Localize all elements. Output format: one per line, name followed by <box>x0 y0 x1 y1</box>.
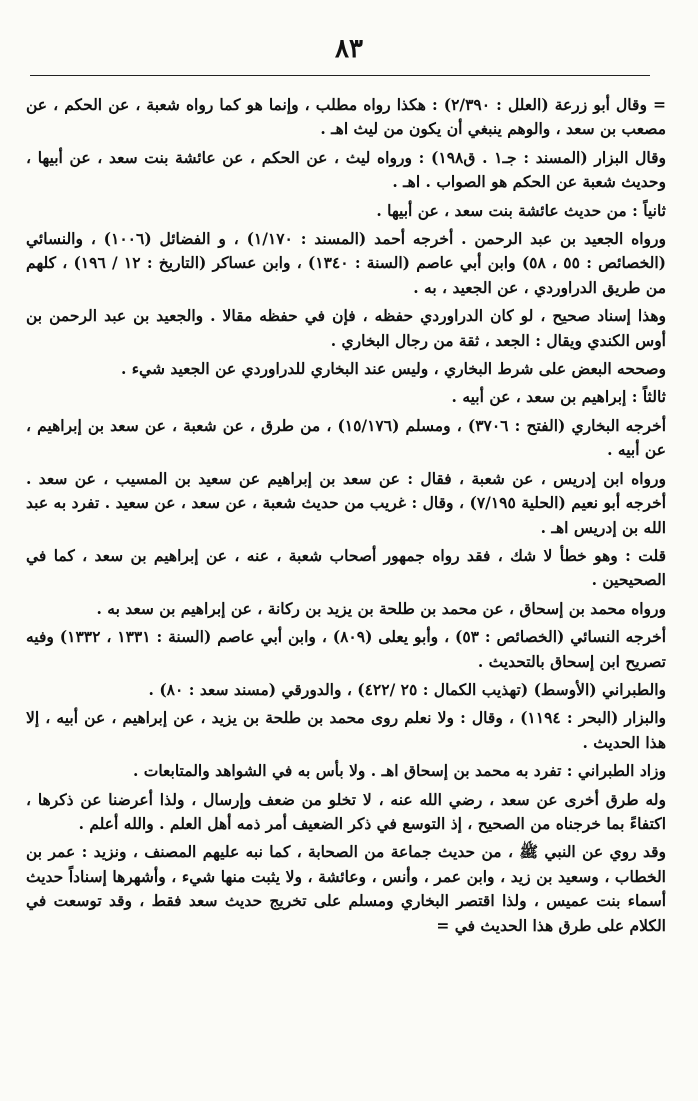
section-heading-second: ثانياً : من حديث عائشة بنت سعد ، عن أبيها . <box>376 200 666 220</box>
paragraph-juayd: ورواه الجعيد بن عبد الرحمن . أخرجه أحمد (المسند : ١/١٧٠) ، و الفضائل (١٠٠٦) ، والنسائي (الخصائص : ٥٥ ، ٥٨) وابن أبي عاصم (السنة : ١٣٤٠) ، وابن عساكر (التاريخ : ١٢ / ١٩٦) ، كلهم من طريق الدراوردي ، عن الجعيد ، به . <box>26 229 667 297</box>
paragraph-bukhari-condition: وصححه البعض على شرط البخاري ، وليس عند البخاري للدراوردي عن الجعيد شيء . <box>120 359 666 379</box>
header-rule <box>30 75 650 76</box>
paragraph-bukhari-muslim: أخرجه البخاري (الفتح : ٣٧٠٦) ، ومسلم (١٥/١٧٦) ، من طرق ، عن شعبة ، عن سعد بن إبراهيم ، عن أبيه . <box>26 415 666 460</box>
paragraph-tabarani: والطبراني (الأوسط) (تهذيب الكمال : ٢٥ /٤٢٢) ، والدورقي (مسند سعد : ٨٠) . <box>148 679 666 699</box>
section-heading-third: ثالثاً : إبراهيم بن سعد ، عن أبيه . <box>451 387 666 407</box>
page-body <box>26 93 666 942</box>
paragraph-abu-zura: = وقال أبو زرعة (العلل : ٢/٣٩٠) : هكذا رواه مطلب ، وإنما هو كما رواه شعبة ، عن الحكم ، عن مصعب بن سعد ، والوهم ينبغي أن يكون من ليث اهـ . <box>26 95 666 139</box>
paragraph-tabarani-addition: وزاد الطبراني : تفرد به محمد بن إسحاق اهـ . ولا بأس به في الشواهد والمتابعات . <box>132 761 666 781</box>
paragraph-ibn-ishaq: ورواه محمد بن إسحاق ، عن محمد بن طلحة بن يزيد بن ركانة ، عن إبراهيم بن سعد به . <box>96 598 666 618</box>
page-number: ٨٣ <box>335 34 363 64</box>
paragraph-companions: وقد روي عن النبي ﷺ ، من حديث جماعة من الصحابة ، كما نبه عليهم المصنف ، ونزيد : عمر بن الخطاب ، وسعيد بن زيد ، وابن عمر ، وأنس ، وعائشة ، ولا يثبت منها شيء ، وأشهرها إسناداً حديث أسماء بنت عميس ، ولذا اقتصر البخاري ومسلم على تخريج حديث سعد فقط ، وقد توسعت في الكلام على طرق هذا الحديث في = <box>26 842 666 935</box>
paragraph-other-routes: وله طرق أخرى عن سعد ، رضي الله عنه ، لا تخلو من ضعف وإرسال ، ولذا أعرضنا عن ذكرها ، اكتفاءً بما خرجناه من الصحيح ، إذ التوسع في ذكر الضعيف أمر ذمه أهل العلم . والله أعلم . <box>26 789 666 833</box>
paragraph-qultu: قلت : وهو خطأ لا شك ، فقد رواه جمهور أصحاب شعبة ، عنه ، عن إبراهيم بن سعد ، كما في الصحيحين . <box>26 545 666 590</box>
paragraph-isnad-sahih: وهذا إسناد صحيح ، لو كان الدراوردي حفظه ، فإن في حفظه مقالا . والجعيد بن عبد الرحمن بن أوس الكندي ويقال : الجعد ، ثقة من رجال البخاري . <box>26 306 666 350</box>
paragraph-ibn-idris: ورواه ابن إدريس ، عن شعبة ، فقال : عن سعد بن إبراهيم عن سعيد بن المسيب ، عن سعد . أخرجه أبو نعيم (الحلية ٧/١٩٥) ، وقال : غريب من حديث شعبة ، عن سعد ، عن سعيد . تفرد به عبد الله بن إدريس اهـ . <box>26 468 666 537</box>
paragraph-nasai: أخرجه النسائي (الخصائص : ٥٣) ، وأبو يعلى (٨٠٩) ، وابن أبي عاصم (السنة : ١٣٣١ ، ١٣٣٢) وفيه تصريح ابن إسحاق بالتحديث . <box>26 627 666 671</box>
paragraph-bazzar: وقال البزار (المسند : جـ١ . ق١٩٨) : ورواه ليث ، عن الحكم ، عن عائشة بنت سعد ، عن أبيها ، وحديث شعبة عن الحكم هو الصواب . اهـ . <box>26 147 666 192</box>
paragraph-bazzar-bahr: والبزار (البحر : ١١٩٤) ، وقال : ولا نعلم روى محمد بن طلحة بن يزيد ، عن إبراهيم ، عن أبيه ، إلا هذا الحديث . <box>26 708 666 752</box>
